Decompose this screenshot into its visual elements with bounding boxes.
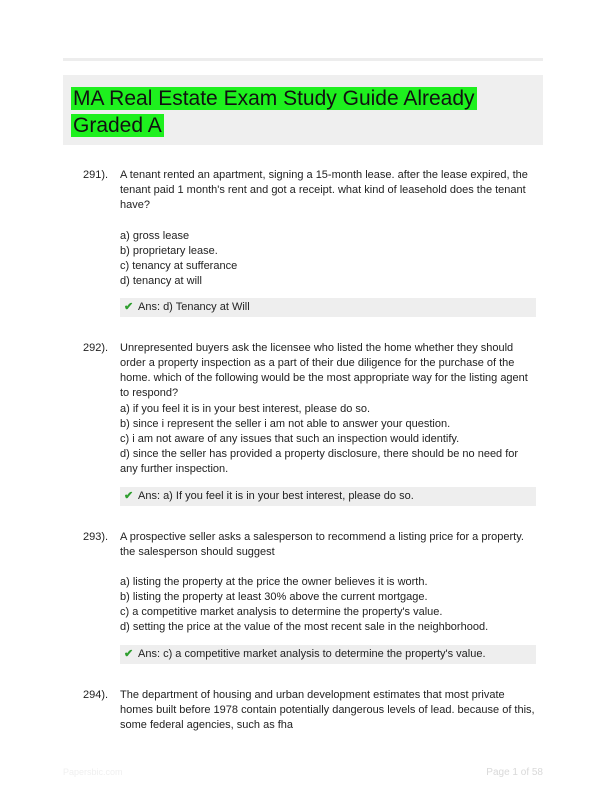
question-number: 293).	[83, 531, 109, 543]
question-number: 292).	[83, 342, 109, 354]
footer-site: Papersbic.com	[63, 767, 123, 777]
option: c) i am not aware of any issues that such an inspection would identify.	[120, 433, 460, 445]
answer-text: Ans: d) Tenancy at Will	[138, 301, 250, 313]
checkmark-icon: ✔	[124, 301, 134, 313]
checkmark-icon: ✔	[124, 490, 134, 502]
option: b) since i represent the seller i am not able to answer your question.	[120, 418, 451, 430]
option: d) tenancy at will	[120, 275, 202, 287]
answer-box	[120, 645, 536, 664]
top-divider	[63, 58, 543, 61]
option: b) listing the property at least 30% above the current mortgage.	[120, 591, 428, 603]
option: c) tenancy at sufferance	[120, 260, 238, 272]
option: a) if you feel it is in your best interest, please do so.	[120, 403, 371, 415]
option: d) setting the price at the value of the most recent sale in the neighborhood.	[120, 621, 489, 633]
option: a) gross lease	[120, 230, 190, 242]
question-text: A tenant rented an apartment, signing a 15-month lease. after the lease expired, the tenant paid 1 month's rent and got a receipt. what kind of leasehold does the tenant have?	[120, 169, 528, 211]
answer-box	[120, 298, 536, 317]
options-list	[120, 575, 538, 635]
answer-text: Ans: a) If you feel it is in your best interest, please do so.	[138, 490, 414, 502]
options-list	[120, 229, 538, 289]
option: d) since the seller has provided a property disclosure, there should be no need for any further inspection.	[120, 448, 519, 475]
option: b) proprietary lease.	[120, 245, 218, 257]
option: c) a competitive market analysis to determine the property's value.	[120, 606, 443, 618]
option: a) listing the property at the price the owner believes it is worth.	[120, 576, 428, 588]
checkmark-icon: ✔	[124, 648, 134, 660]
question-number: 291).	[83, 169, 109, 181]
page-number: Page 1 of 58	[486, 767, 543, 778]
answer-text: Ans: c) a competitive market analysis to determine the property's value.	[138, 648, 486, 660]
question-text: Unrepresented buyers ask the licensee who listed the home whether they should order a property inspection as a part of their due diligence for the purchase of the home. which of the following would be the most appropriate way for the listing agent to respond?	[120, 342, 528, 399]
question-number: 294).	[83, 689, 109, 701]
title-banner	[63, 75, 543, 145]
question-text: A prospective seller asks a salesperson to recommend a listing price for a property. the salesperson should suggest	[120, 531, 524, 558]
options-list	[120, 402, 538, 477]
answer-box	[120, 487, 536, 506]
page-title: MA Real Estate Exam Study Guide Already Graded A	[73, 87, 475, 137]
question-text: The department of housing and urban development estimates that most private homes built before 1978 contain potentially dangerous levels of lead. because of this, some federal agencies, such as fha	[120, 689, 535, 731]
